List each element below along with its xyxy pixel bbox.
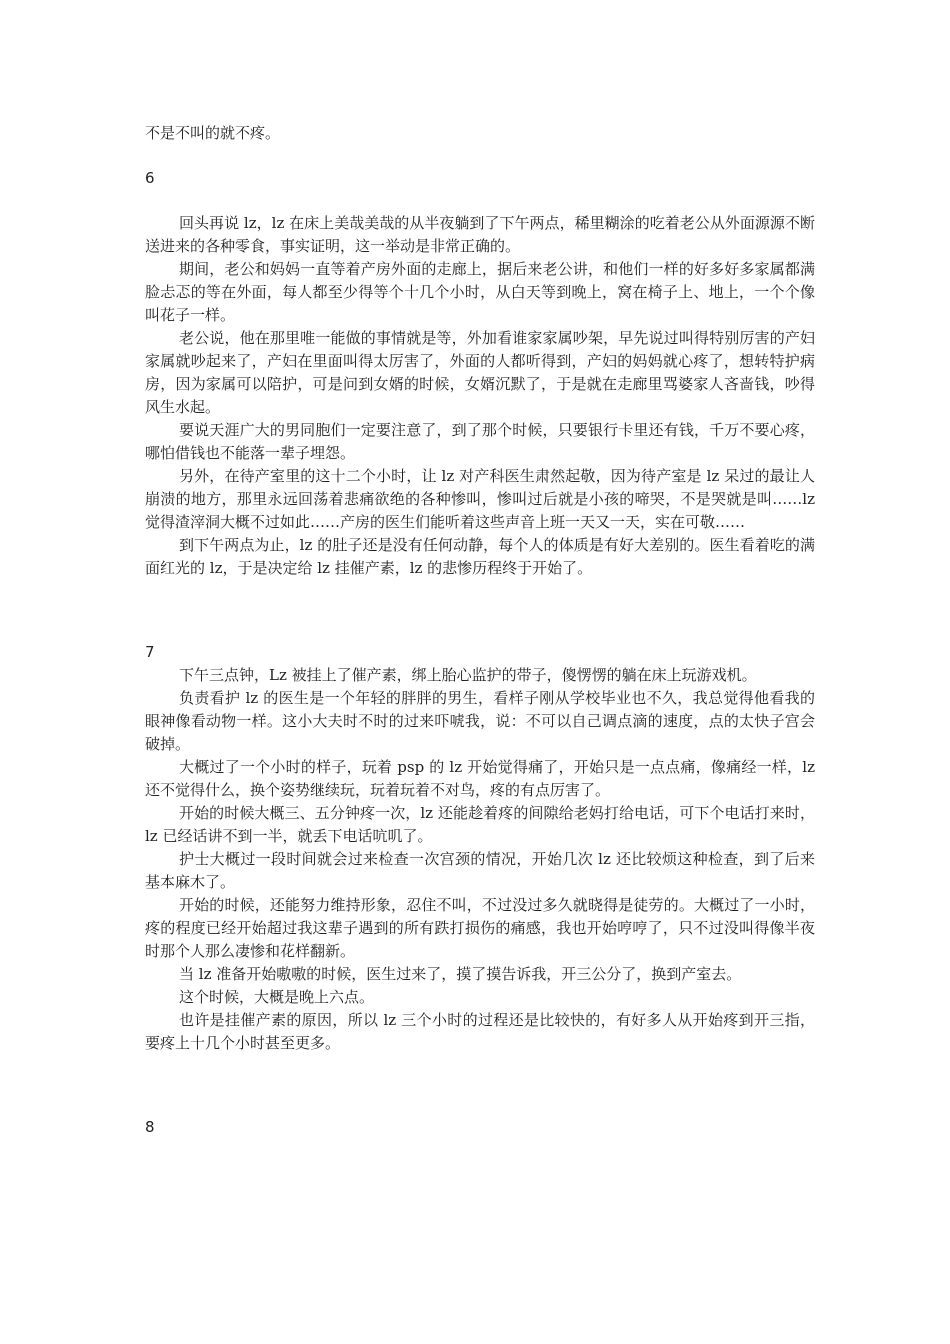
paragraph-continuation: 不是不叫的就不疼。	[145, 124, 281, 142]
section-number-7: 7	[145, 643, 155, 661]
section6-paragraph: 到下午两点为止，lz 的肚子还是没有任何动静，每个人的体质是有好大差别的。医生看着吃的满面红光的 lz，于是决定给 lz 挂催产素，lz 的悲惨历程终于开始了。	[145, 536, 815, 577]
section7-paragraph: 也许是挂催产素的原因，所以 lz 三个小时的过程还是比较快的，有好多人从开始疼到开三指，要疼上十几个小时甚至更多。	[145, 1011, 815, 1052]
section-number-6: 6	[145, 169, 155, 187]
section7-paragraph: 下午三点钟，Lz 被挂上了催产素，绑上胎心监护的带子，傻愣愣的躺在床上玩游戏机。	[179, 666, 757, 684]
section6-paragraph: 另外，在待产室里的这十二个小时，让 lz 对产科医生肃然起敬，因为待产室是 lz 呆过的最让人崩溃的地方，那里永远回荡着悲痛欲绝的各种惨叫，惨叫过后就是小孩的啼哭，不是哭就是叫……lz 觉得渣滓洞大概不过如此……产房的医生们能听着这些声音上班一天又一天，实在可敬……	[145, 467, 815, 531]
section7-paragraph: 开始的时候大概三、五分钟疼一次，lz 还能趁着疼的间隙给老妈打给电话，可下个电话打来时，lz 已经话讲不到一半，就丢下电话吭叽了。	[145, 804, 815, 845]
document-body	[145, 122, 815, 1139]
section6-paragraph: 要说天涯广大的男同胞们一定要注意了，到了那个时候，只要银行卡里还有钱，千万不要心疼，哪怕借钱也不能落一辈子埋怨。	[145, 421, 815, 462]
section7-paragraph: 当 lz 准备开始嗷嗷的时候，医生过来了，摸了摸告诉我，开三公分了，换到产室去。	[179, 965, 742, 983]
section7-paragraph: 负责看护 lz 的医生是一个年轻的胖胖的男生，看样子刚从学校毕业也不久，我总觉得他看我的眼神像看动物一样。这小大夫时不时的过来吓唬我，说：不可以自己调点滴的速度，点的太快子宫会破掉。	[145, 689, 815, 753]
section6-paragraph: 回头再说 lz，lz 在床上美哉美哉的从半夜躺到了下午两点，稀里糊涂的吃着老公从外面源源不断送进来的各种零食，事实证明，这一举动是非常正确的。	[145, 214, 815, 255]
section7-paragraph: 这个时候，大概是晚上六点。	[179, 988, 375, 1006]
section7-paragraph: 护士大概过一段时间就会过来检查一次宫颈的情况，开始几次 lz 还比较烦这种检查，到了后来基本麻木了。	[145, 850, 815, 891]
section6-paragraph: 期间，老公和妈妈一直等着产房外面的走廊上，据后来老公讲，和他们一样的好多好多家属都满脸忐忑的等在外面，每人都至少得等个十几个小时，从白天等到晚上，窝在椅子上、地上，一个个像叫花子一样。	[145, 260, 815, 324]
section7-paragraph: 大概过了一个小时的样子，玩着 psp 的 lz 开始觉得痛了，开始只是一点点痛，像痛经一样，lz 还不觉得什么，换个姿势继续玩，玩着玩着不对鸟，疼的有点厉害了。	[145, 758, 815, 799]
section6-paragraph: 老公说，他在那里唯一能做的事情就是等，外加看谁家家属吵架，早先说过叫得特别厉害的产妇家属就吵起来了，产妇在里面叫得太厉害了，外面的人都听得到，产妇的妈妈就心疼了，想转特护病房，因为家属可以陪护，可是问到女婿的时候，女婿沉默了，于是就在走廊里骂婆家人吝啬钱，吵得风生水起。	[145, 329, 815, 416]
section-number-8: 8	[145, 1118, 155, 1136]
section7-paragraph: 开始的时候，还能努力维持形象，忍住不叫，不过没过多久就晓得是徒劳的。大概过了一小时，疼的程度已经开始超过我这辈子遇到的所有跌打损伤的痛感，我也开始哼哼了，只不过没叫得像半夜时那个人那么凄惨和花样翻新。	[145, 896, 815, 960]
